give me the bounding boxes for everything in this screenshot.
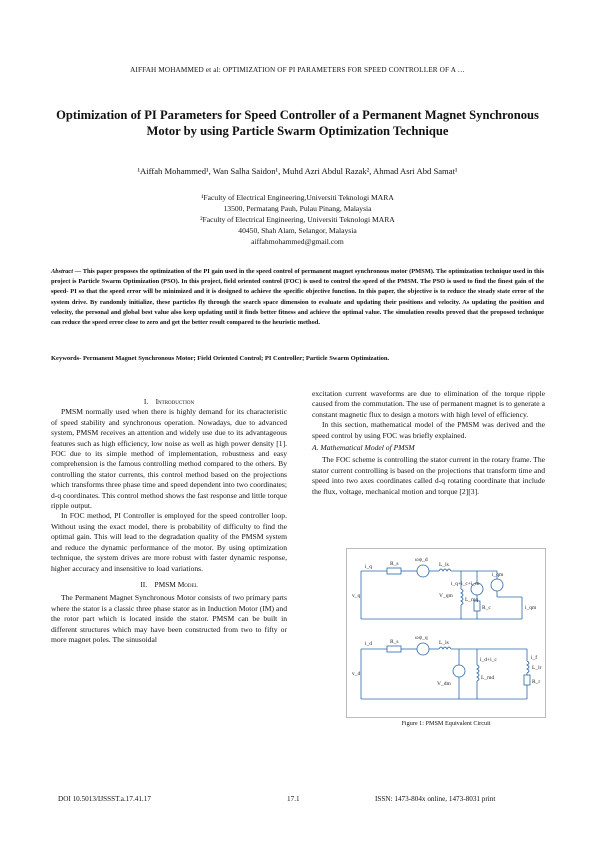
affiliation-line: 13500, Permatang Pauh, Pulau Pinang, Malaysia — [223, 203, 372, 213]
author-email[interactable]: aiffahmohammed@gmail.com — [251, 236, 344, 246]
svg-text:L_md: L_md — [481, 675, 495, 681]
affiliation-line: 40450, Shah Alam, Selangor, Malaysia — [238, 225, 357, 235]
paragraph: excitation current waveforms are due to elimination of the torque ripple caused from the commutation. The use of permanent magnet is to generate a constant magnetic flux to design a motors with high level of efficiency. — [312, 389, 545, 419]
figure-caption: Figure 1: PMSM Equivalent Circuit — [401, 720, 491, 727]
abstract-label: Abstract — [51, 268, 74, 275]
svg-text:R_s: R_s — [390, 561, 399, 567]
paragraph: PMSM normally used when there is highly demand for its characteristic of speed stability and synchronous operation. Nowadays, due to advanced system, PMSM receives an attention and widely use due to its advantageous features such as high efficiency, low noise as well as high power density [1]. FOC due to its simple method of implementation, robustness and easy comprehension is the famous controlling method compared to the others. By controlling the stator currents, this control method based on the projections which transforms three phase time and speed dependent into two coordinates; d-q coordinates. This control method shows the fast response and little torque ripple output. — [51, 407, 287, 511]
svg-text:L_ls: L_ls — [439, 562, 449, 568]
svg-text:i_q: i_q — [365, 564, 373, 570]
svg-text:R_s: R_s — [390, 639, 399, 645]
author-list: ¹Aiffah Mohammed¹, Wan Salha Saidon¹, Muhd Azri Abdul Razak², Ahmad Asri Abd Samat¹ — [137, 166, 458, 176]
svg-text:i_qm: i_qm — [492, 572, 504, 578]
affiliations — [40, 193, 555, 248]
affiliation-line: ¹Faculty of Electrical Engineering,Universiti Teknologi MARA — [201, 193, 394, 202]
svg-text:L_mq: L_mq — [465, 597, 479, 603]
svg-text:R_c: R_c — [482, 605, 491, 611]
svg-text:i_qm: i_qm — [525, 605, 537, 611]
abstract — [51, 267, 544, 328]
svg-text:L_lr: L_lr — [532, 665, 542, 671]
svg-text:i_f: i_f — [531, 655, 538, 661]
paragraph: The FOC scheme is controlling the stator current in the rotary frame. The stator current controlling is based on the projections that transform time and speed into two axes coordinates called d-q rotating coordinate that include the flux, voltage, mechanical motion and torque [2][3]. — [312, 455, 545, 496]
paragraph: The Permanent Magnet Synchronous Motor consists of two primary parts where the stator is a classic three phase stator as in Induction Motor (IM) and the rotor part which is located inside the stator. PMSM can be built in different structures which may have been constructed from two to fifty or more magnet poles. The sinusoidal — [51, 593, 287, 644]
svg-text:v_d: v_d — [352, 671, 361, 677]
svg-text:ωψ_d: ωψ_d — [415, 557, 428, 563]
svg-text:R_r: R_r — [532, 679, 541, 685]
circuit-diagram — [347, 549, 545, 717]
svg-text:i_d: i_d — [365, 641, 373, 647]
svg-text:i_d+i_c: i_d+i_c — [480, 657, 497, 663]
running-header: AIFFAH MOHAMMED et al: OPTIMIZATION OF PI PARAMETERS FOR SPEED CONTROLLER OF A … — [130, 66, 465, 74]
section-heading-introduction: I. Introduction — [143, 397, 195, 406]
svg-text:L_ls: L_ls — [439, 640, 449, 646]
d-axis-circuit — [361, 643, 530, 699]
paragraph: In FOC method, PI Controller is employed for the speed controller loop. Without using the exact model, there is probability of difficulty to find the optimal gain. This will lead to the degradation quality of the PMSM system and reduce the dynamic performance of the motor. By using optimization technique, the system drives are more robust with faster dynamic response, higher accuracy and insensitive to load variations. — [51, 511, 287, 573]
footer-doi: DOI 10.5013/IJSSST.a.17.41.17 — [58, 795, 151, 803]
circuit-labels — [352, 557, 542, 687]
footer-page-number: 17.1 — [287, 795, 300, 803]
svg-text:V_dm: V_dm — [437, 681, 451, 687]
footer-issn: ISSN: 1473-804x online, 1473-8031 print — [375, 795, 496, 803]
paragraph: In this section, mathematical model of the PMSM was derived and the speed control by using FOC was briefly explained. — [312, 420, 545, 440]
svg-text:ωψ_q: ωψ_q — [415, 635, 428, 641]
abstract-text: — This paper proposes the optimization of the PI gain used in the speed control of permanent magnet synchronous motor (PMSM). The optimization technique used in this project is Particle Swarm Optimization (PSO). In this project, field oriented control (FOC) is used to control the speed of the PMSM. The PSO is used to find the finest gain of the speed- PI so that the speed error will be minimized and it is designed to achieve the specific objective function. In this paper, the objective is to reduce the steady state error of the system drive. By randomly initialize, these particles fly through the search space dimension to evaluate and updating their positions and velocity. As updating the position and velocity, the personal and global best value also keep updating until it finds better fitness and achieve the optimal value. The simulation results proved that the proposed technique can reduce the speed error close to zero and get the better result compared to the heuristic method. — [51, 268, 544, 327]
subsection-heading: A. Mathematical Model of PMSM — [312, 443, 415, 453]
figure-pmsm-circuit — [346, 548, 546, 718]
affiliation-line: ²Faculty of Electrical Engineering, Universiti Teknologi MARA — [200, 214, 395, 224]
svg-text:V_qm: V_qm — [439, 593, 453, 599]
svg-text:i_q+i_c+i_m: i_q+i_c+i_m — [451, 581, 480, 587]
right-column — [312, 389, 545, 497]
section-heading-pmsm-model: II. PMSM Model — [140, 579, 198, 589]
left-column — [51, 397, 287, 645]
paper-title: Optimization of PI Parameters for Speed Controller of a Permanent Magnet Synchronous Motor by using Particle Swarm Optimization Technique — [56, 108, 539, 138]
keywords: Keywords- Permanent Magnet Synchronous Motor; Field Oriented Control; PI Controller; Particle Swarm Optimization. — [51, 355, 390, 362]
svg-text:v_q: v_q — [352, 593, 361, 599]
